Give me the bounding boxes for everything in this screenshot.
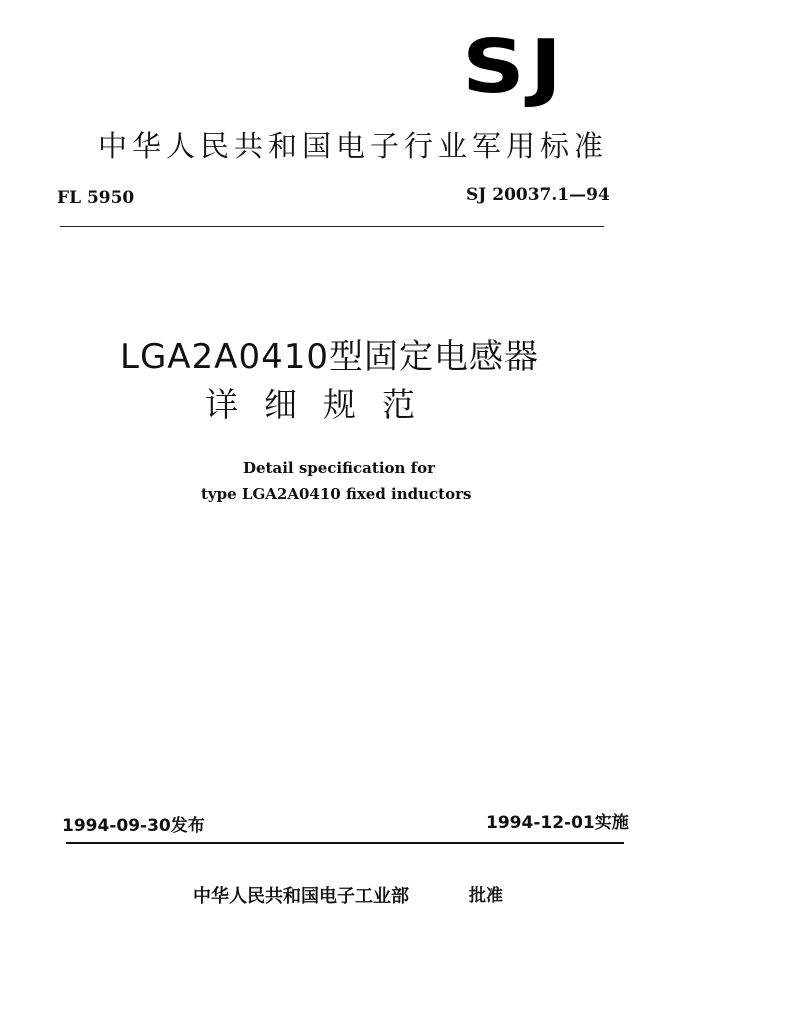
implementation-date: 1994-12-01实施 bbox=[486, 813, 629, 833]
document-title-english-line1: Detail specification for bbox=[243, 459, 436, 477]
document-subtitle-chinese: 详细规范 bbox=[205, 385, 441, 424]
footer-divider bbox=[66, 842, 624, 844]
fl-classification-code: FL 5950 bbox=[57, 188, 135, 208]
approving-authority: 中华人民共和国电子工业部 bbox=[193, 886, 409, 907]
document-title-chinese: LGA2A0410型固定电感器 bbox=[120, 337, 539, 377]
issue-date: 1994-09-30发布 bbox=[62, 816, 205, 836]
header-divider bbox=[60, 226, 604, 227]
sj-logo: SJ bbox=[462, 24, 567, 110]
approval-label: 批准 bbox=[469, 886, 503, 906]
standard-category-title: 中华人民共和国电子行业军用标准 bbox=[98, 129, 609, 163]
document-title-english-line2: type LGA2A0410 fixed inductors bbox=[201, 485, 472, 503]
standard-number: SJ 20037.1—94 bbox=[466, 185, 610, 205]
